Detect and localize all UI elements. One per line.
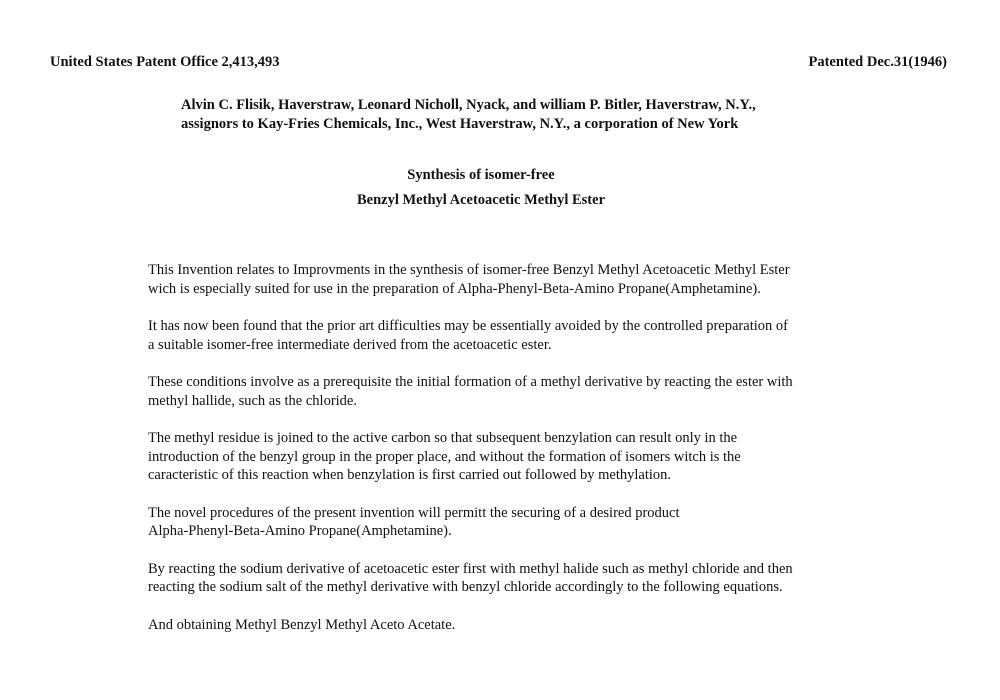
paragraph-line: This Invention relates to Improvments in the synthesis of isomer-free Benzyl Methyl Acetoacetic Methyl Ester	[148, 262, 790, 278]
paragraph	[148, 429, 888, 485]
paragraph-line: reacting the sodium salt of the methyl derivative with benzyl chloride accordingly to the following equations.	[148, 579, 783, 595]
paragraph-line: Alpha-Phenyl-Beta-Amino Propane(Amphetamine).	[148, 523, 452, 539]
paragraph	[148, 373, 888, 410]
paragraph-line: The methyl residue is joined to the active carbon so that subsequent benzylation can result only in the	[148, 430, 738, 446]
inventors-block	[181, 96, 881, 134]
paragraph-line: methyl hallide, such as the chloride.	[148, 392, 357, 409]
paragraph-line: These conditions involve as a prerequisite the initial formation of a methyl derivative by reacting the ester with	[148, 374, 793, 390]
patent-date: Patented Dec.31(1946)	[808, 54, 947, 70]
patent-office-number: United States Patent Office 2,413,493	[50, 54, 280, 70]
paragraph	[148, 560, 888, 597]
paragraph-line: wich is especially suited for use in the preparation of Alpha-Phenyl-Beta-Amino Propane(Amphetamine).	[148, 280, 761, 297]
paragraph	[148, 261, 888, 298]
title-line-2: Benzyl Methyl Acetoacetic Methyl Ester	[356, 192, 606, 208]
paragraph	[148, 317, 888, 354]
body-text	[148, 261, 888, 653]
paragraph-line: And obtaining Methyl Benzyl Methyl Aceto Acetate.	[148, 616, 456, 633]
paragraph-line: introduction of the benzyl group in the proper place, and without the formation of isomers witch is the	[148, 448, 741, 465]
paragraph	[148, 504, 888, 541]
paragraph-line: It has now been found that the prior art difficulties may be essentially avoided by the controlled preparation of	[148, 318, 788, 334]
title-line-1: Synthesis of isomer-free	[407, 167, 555, 183]
paragraph-line: By reacting the sodium derivative of acetoacetic ester first with methyl halide such as methyl chloride and then	[148, 560, 793, 577]
paragraph-line: caracteristic of this reaction when benzylation is first carried out followed by methylation.	[148, 467, 672, 483]
paragraph	[148, 616, 888, 635]
assignors-line: assignors to Kay-Fries Chemicals, Inc., West Haverstraw, N.Y., a corporation of New York	[181, 116, 739, 132]
paragraph-line: a suitable isomer-free intermediate derived from the acetoacetic ester.	[148, 336, 552, 353]
inventors-line: Alvin C. Flisik, Haverstraw, Leonard Nicholl, Nyack, and william P. Bitler, Haverstraw, N.Y.,	[181, 97, 756, 113]
paragraph-line: The novel procedures of the present invention will permitt the securing of a desired product	[148, 504, 680, 521]
